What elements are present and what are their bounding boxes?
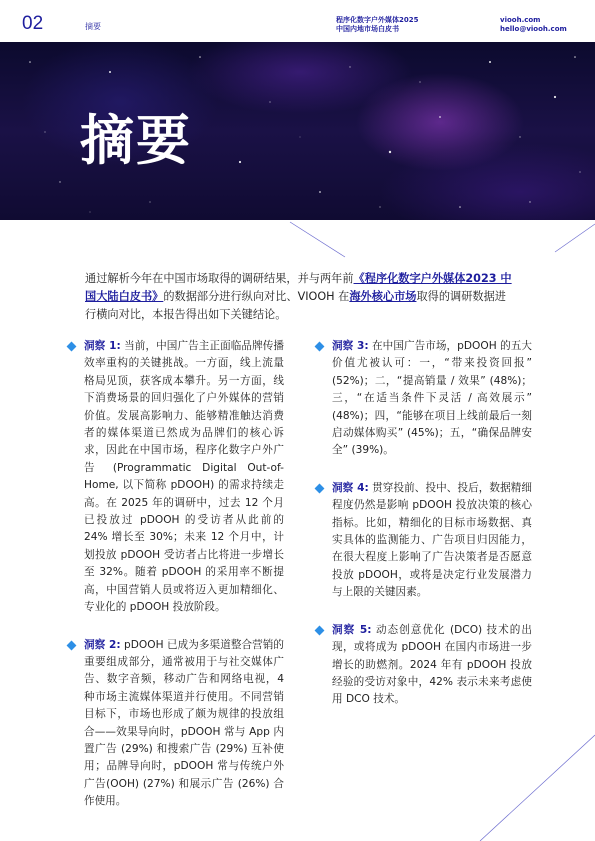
overseas-markets-link[interactable]: 海外核心市场 bbox=[349, 290, 417, 303]
hero-banner bbox=[0, 42, 595, 220]
diamond-bullet-icon bbox=[67, 640, 77, 650]
document-title-line2: 中国内地市场白皮书 bbox=[336, 25, 399, 33]
insight-text: 动态创意优化 (DCO) 技术的出现，或将成为 pDOOH 在国内市场进一步增长的助燃剂。2024 年有 pDOOH 投放经验的受访对象中，42% 表示未来考虑使用 DCO 技术。 bbox=[332, 623, 532, 706]
diamond-bullet-icon bbox=[67, 342, 77, 352]
report-2023-link[interactable]: 《程序化数字户外媒体2023 中国大陆白皮书》 bbox=[85, 272, 512, 303]
insight-text: pDOOH 已成为多渠道整合营销的重要组成部分，通常被用于与社交媒体广告、数字音频，移动广告和网络电视，4 种市场主流媒体渠道并行使用。不同营销目标下，市场也形成了颇为规律的投放组合——效果导向时，pDOOH 常与 App 内置广告 (29%) 和搜索广告 (29%) 互补使用；品牌导向时，pDOOH 常与传统户外广告(OOH) (27%) 和展示广告 (26%) 合作使用。 bbox=[84, 638, 284, 808]
insight-label: 洞察 4: bbox=[332, 481, 369, 494]
insight-label: 洞察 1: bbox=[84, 340, 121, 352]
insight-item bbox=[316, 622, 532, 709]
diamond-bullet-icon bbox=[315, 625, 325, 635]
insight-text: 贯穿投前、投中、投后，数据精细程度仍然是影响 pDOOH 投放决策的核心指标。比如，精细化的目标市场数据、真实具体的监测能力、广告项目归因能力，在很大程度上影响了广告决策者是否愿意投放 pDOOH，或将是决定行业发展潜力与上限的关键因素。 bbox=[332, 481, 533, 599]
document-title-line1: 程序化数字户外媒体2025 bbox=[336, 16, 419, 24]
document-title bbox=[336, 16, 418, 34]
diamond-bullet-icon bbox=[315, 483, 325, 493]
insight-item bbox=[316, 480, 532, 602]
section-label: 摘要 bbox=[85, 22, 101, 31]
insight-label: 洞察 2: bbox=[84, 638, 121, 651]
insight-item bbox=[316, 338, 532, 460]
email-link[interactable]: hello@viooh.com bbox=[500, 25, 567, 33]
insight-label: 洞察 5: bbox=[332, 623, 372, 636]
contact-info bbox=[500, 16, 567, 34]
insights-left-column bbox=[68, 338, 284, 831]
intro-text-3: 取得的调研数据进行横向对比，本报告得出如下关键结论。 bbox=[85, 290, 506, 321]
insight-text: 在中国广告市场，pDOOH 的五大价值尤被认可：一，“带来投资回报” (52%)；二，“提高销量 / 效果” (48%)；三，“在适当条件下灵活 / 高效展示” (48%)；四，“能够在项目上线前最后一刻启动媒体购买” (45%)；五，“确保品牌安全” (39%)。 bbox=[332, 340, 532, 457]
intro-text-1: 通过解析今年在中国市场取得的调研结果，并与两年前 bbox=[85, 272, 354, 285]
insight-label: 洞察 3: bbox=[332, 340, 369, 352]
intro-text-2: 的数据部分进行纵向对比、VIOOH 在 bbox=[163, 290, 350, 303]
page-number: 02 bbox=[22, 13, 44, 34]
diamond-bullet-icon bbox=[315, 342, 325, 352]
website-link[interactable]: viooh.com bbox=[500, 16, 541, 24]
insight-text: 当前，中国广告主正面临品牌传播效率重构的关键挑战。一方面，线上流量格局见顶，获客成本攀升。另一方面，线下消费场景的回归强化了户外媒体的营销价值。发展高影响力、能够精准触达消费者的媒体渠道已然成为品牌们的核心诉求，因此在中国市场，程序化数字户外广告 (Programmatic Digital Out-of-Home, 以下简称 pDOOH) 的需求持续走高。在 2025 年的调研中，过去 12 个月已投放过 pDOOH 的受访者从此前的 24% 增长至 30%；未来 12 个月中，计划投放 pDOOH 受访者占比将进一步增长至 32%。随着 pDOOH 的采用率不断提高，中国营销人员或将迈入更加精细化、专业化的 pDOOH 投放阶段。 bbox=[84, 340, 285, 614]
insight-item bbox=[68, 338, 284, 617]
insight-item bbox=[68, 637, 284, 811]
hero-title: 摘要 bbox=[80, 109, 192, 172]
page-header bbox=[0, 0, 595, 40]
insights-right-column bbox=[316, 338, 532, 729]
intro-paragraph bbox=[85, 270, 515, 324]
